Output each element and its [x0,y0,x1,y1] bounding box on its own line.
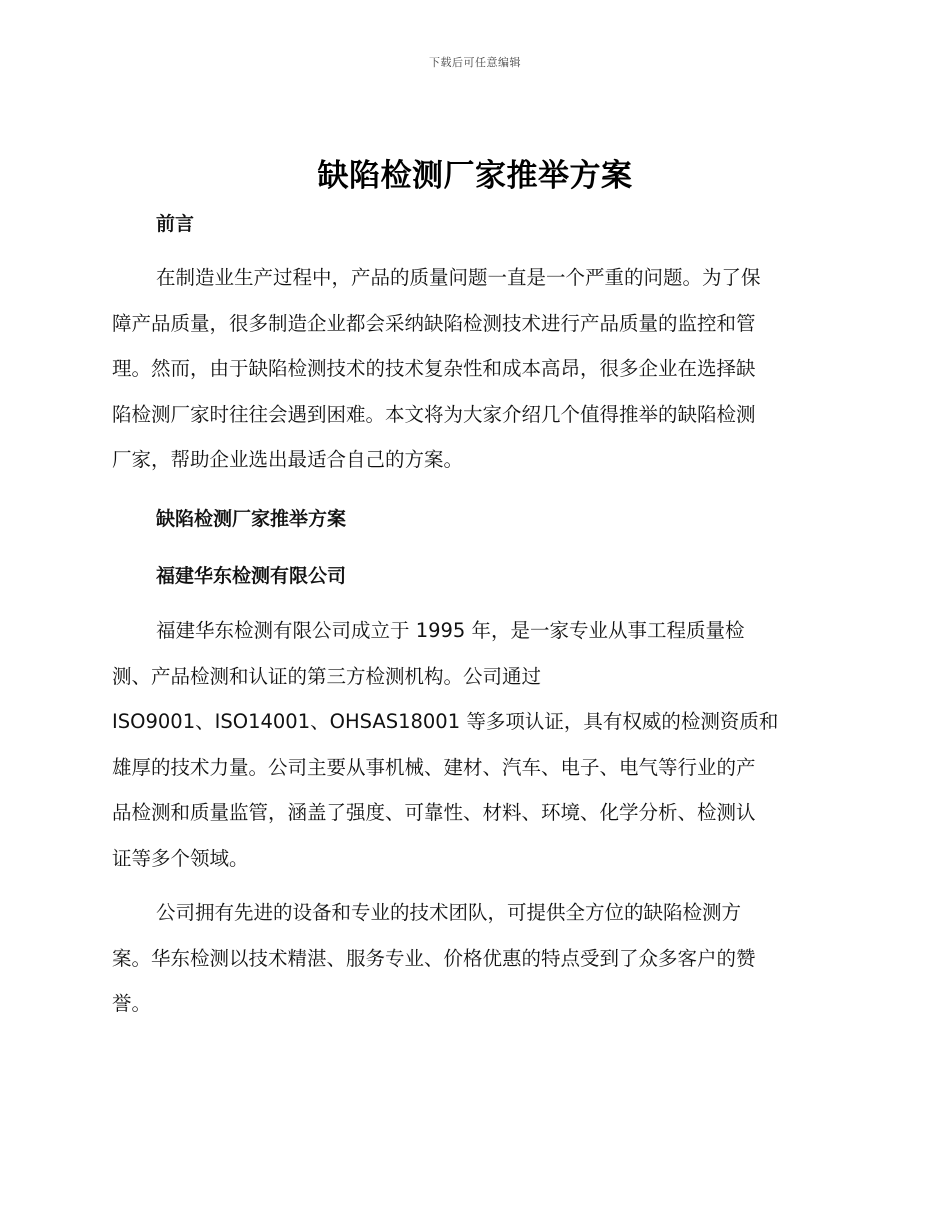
company-heading: 福建华东检测有限公司 [156,565,347,587]
paragraph-line: 案。华东检测以技术精湛、服务专业、价格优惠的特点受到了众多客户的赞 [112,946,756,970]
paragraph-line: 障产品质量，很多制造企业都会采纳缺陷检测技术进行产品质量的监控和管 [112,311,756,335]
paragraph-line: 理。然而，由于缺陷检测技术的技术复杂性和成本高昂，很多企业在选择缺 [112,357,756,380]
paragraph-line: 品检测和质量监管，涵盖了强度、可靠性、材料、环境、化学分析、检测认 [112,801,756,824]
paragraph-line: ISO9001、ISO14001、OHSAS18001 等多项认证，具有权威的检测资质和 [112,710,779,733]
paragraph-line: 公司拥有先进的设备和专业的技术团队，可提供全方位的缺陷检测方 [156,901,742,924]
paragraph-line: 厂家，帮助企业选出最适合自己的方案。 [112,448,464,471]
header-note: 下载后可任意编辑 [429,56,521,69]
paragraph-line: 福建华东检测有限公司成立于 1995 年，是一家专业从事工程质量检 [156,619,745,642]
paragraph-line: 测、产品检测和认证的第三方检测机构。公司通过 [112,664,542,688]
preface-paragraph [112,255,832,483]
paragraph-line: 誉。 [112,992,152,1015]
paragraph-line: 陷检测厂家时往往会遇到困难。本文将为大家介绍几个值得推举的缺陷检测 [112,402,756,426]
paragraph-line: 雄厚的技术力量。公司主要从事机械、建材、汽车、电子、电气等行业的产 [112,755,756,779]
company-paragraph-2 [112,890,832,1027]
preface-heading: 前言 [156,213,195,235]
document-title: 缺陷检测厂家推举方案 [317,158,633,194]
paragraph-line: 在制造业生产过程中，产品的质量问题一直是一个严重的问题。为了保 [156,266,761,289]
paragraph-line: 证等多个领域。 [112,846,249,870]
company-paragraph-1 [112,608,832,881]
recommend-heading: 缺陷检测厂家推举方案 [156,508,347,530]
